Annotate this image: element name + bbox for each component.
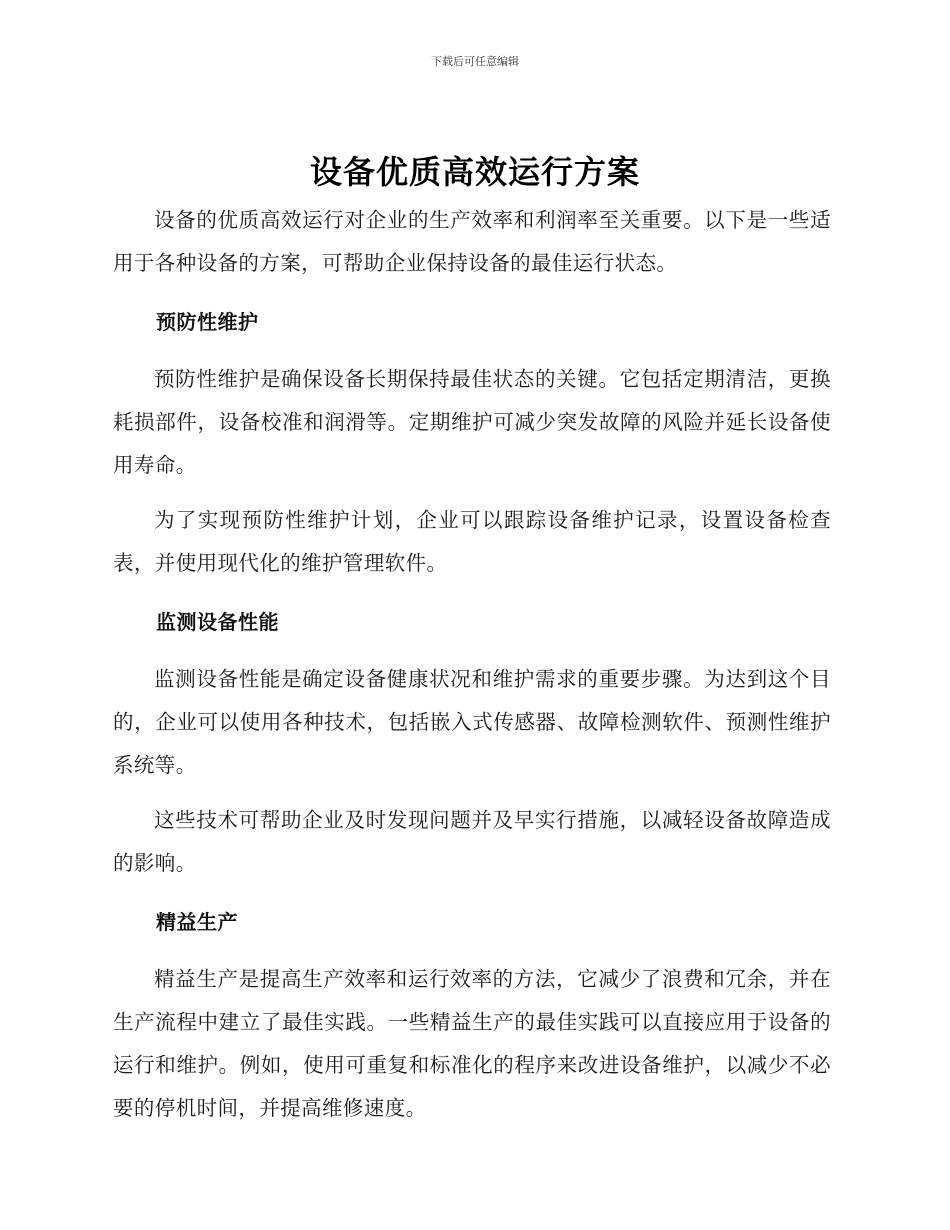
monitor-performance-paragraph-1: 监测设备性能是确定设备健康状况和维护需求的重要步骤。为达到这个目的，企业可以使用各种技术，包括嵌入式传感器、故障检测软件、预测性维护系统等。 <box>113 667 831 777</box>
monitor-performance-paragraph-2: 这些技术可帮助企业及时发现问题并及早实行措施，以减轻设备故障造成的影响。 <box>113 808 831 875</box>
section-heading-preventive-maintenance: 预防性维护 <box>156 310 259 334</box>
lean-production-paragraph-1: 精益生产是提高生产效率和运行效率的方法，它减少了浪费和冗余，并在生产流程中建立了最佳实践。一些精益生产的最佳实践可以直接应用于设备的运行和维护。例如，使用可重复和标准化的程序来改进设备维护，以减少不必要的停机时间，并提高维修速度。 <box>113 967 831 1120</box>
preventive-maintenance-paragraph-2: 为了实现预防性维护计划，企业可以跟踪设备维护记录，设置设备检查表，并使用现代化的维护管理软件。 <box>113 508 831 575</box>
section-heading-monitor-performance: 监测设备性能 <box>156 610 279 634</box>
section-heading-lean-production: 精益生产 <box>156 910 238 934</box>
document-title: 设备优质高效运行方案 <box>309 153 640 191</box>
header-note: 下载后可任意编辑 <box>431 55 519 68</box>
preventive-maintenance-paragraph-1: 预防性维护是确保设备长期保持最佳状态的关键。它包括定期清洁，更换耗损部件，设备校准和润滑等。定期维护可减少突发故障的风险并延长设备使用寿命。 <box>113 367 831 477</box>
document-body <box>113 199 831 1130</box>
intro-paragraph: 设备的优质高效运行对企业的生产效率和利润率至关重要。以下是一些适用于各种设备的方案，可帮助企业保持设备的最佳运行状态。 <box>113 208 831 275</box>
